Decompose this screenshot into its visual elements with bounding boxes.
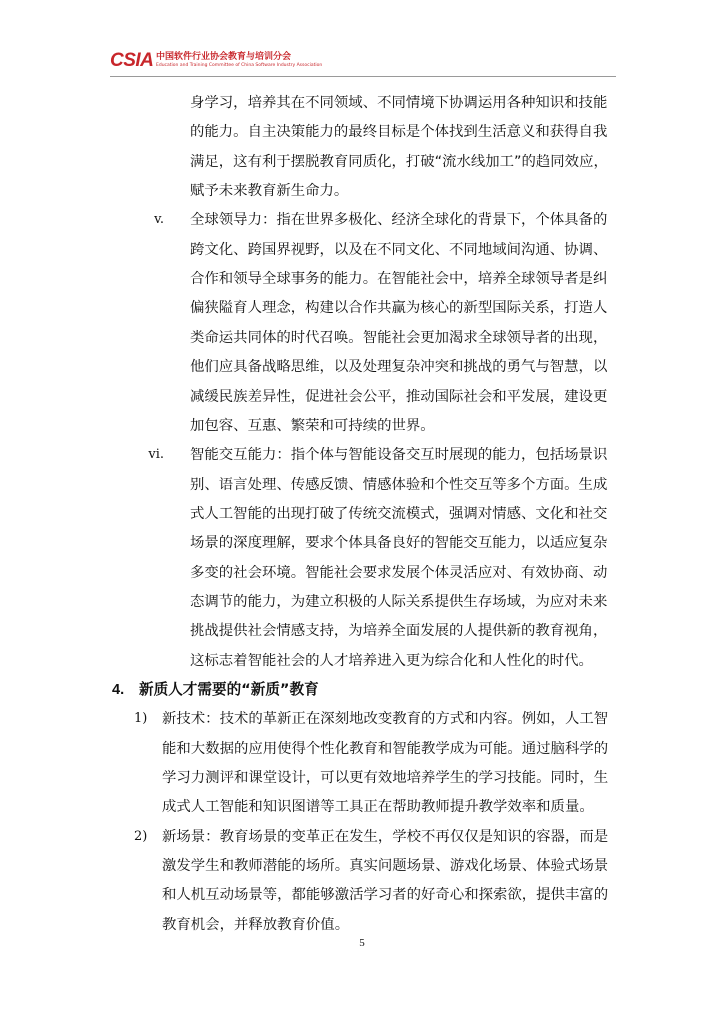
text-line: 跨文化、跨国界视野，以及在不同文化、不同地域间沟通、协调、	[190, 241, 608, 258]
page-header	[110, 50, 616, 77]
text-line: 场景的深度理解，要求个体具备良好的智能交互能力，以适应复杂	[190, 535, 608, 552]
section-heading	[112, 680, 319, 700]
text-line: 挑战提供社会情感支持，为培养全面发展的人提供新的教育视角，	[190, 623, 608, 640]
text-line: 和人机互动场景等，都能够激活学习者的好奇心和探索欲，提供丰富的	[162, 887, 609, 904]
text-line: 新场景：教育场景的变革正在发生，学校不再仅仅是知识的容器，而是	[162, 828, 609, 845]
text-line: 减缓民族差异性，促进社会公平，推动国际社会和平发展，建设更	[190, 388, 608, 405]
text-line: 赋予未来教育新生命力。	[190, 183, 349, 200]
text-line: 合作和领导全球事务的能力。在智能社会中，培养全球领导者是纠	[190, 271, 608, 288]
text-line: 多变的社会环境。智能社会要求发展个体灵活应对、有效协商、动	[190, 564, 608, 581]
text-line: 能和大数据的应用使得个性化教育和智能教学成为可能。通过脑科学的	[162, 740, 609, 757]
text-line: 教育机会，并释放教育价值。	[162, 916, 350, 933]
text-line: 新技术：技术的革新正在深刻地改变教育的方式和内容。例如，人工智	[162, 711, 609, 728]
list-item-numeral: v.	[154, 212, 164, 228]
text-line: 学习力测评和课堂设计，可以更有效地培养学生的学习技能。同时，生	[162, 770, 609, 787]
section-title: 新质人才需要的“新质”教育	[139, 681, 319, 698]
section-number: 4.	[112, 682, 125, 698]
text-line: 激发学生和教师潜能的场所。真实问题场景、游戏化场景、体验式场景	[162, 858, 609, 875]
list-item-number: 2)	[134, 828, 148, 844]
text-line: 这标志着智能社会的人才培养进入更为综合化和人性化的时代。	[190, 652, 593, 669]
text-line: 身学习，培养其在不同领域、不同情境下协调运用各种知识和技能	[190, 95, 608, 111]
org-name-en: Education and Training Committee of China Software Industry Association	[156, 63, 323, 68]
text-line: 别、语言处理、传感反馈、情感体验和个性交互等多个方面。生成	[190, 476, 608, 493]
text-line: 偏狭隘育人理念，构建以合作共赢为核心的新型国际关系，打造人	[190, 300, 608, 317]
text-line: 的能力。自主决策能力的最终目标是个体找到生活意义和获得自我	[190, 124, 608, 141]
text-line: 全球领导力：指在世界多极化、经济全球化的背景下，个体具备的	[190, 212, 608, 229]
text-line: 成式人工智能和知识图谱等工具正在帮助教师提升教学效率和质量。	[162, 799, 594, 816]
text-line: 智能交互能力：指个体与智能设备交互时展现的能力，包括场景识	[190, 447, 608, 464]
text-line: 满足，这有利于摆脱教育同质化，打破“流水线加工”的趋同效应，	[190, 153, 608, 170]
text-line: 加包容、互惠、繁荣和可持续的世界。	[190, 417, 435, 434]
csia-logo: CSIA	[110, 50, 154, 71]
list-item-number: 1)	[134, 711, 148, 727]
text-line: 类命运共同体的时代召唤。智能社会更加渴求全球领导者的出现，	[190, 329, 608, 346]
page-number: 5	[359, 937, 365, 949]
text-line: 式人工智能的出现打破了传统交流模式，强调对情感、文化和社交	[190, 505, 608, 522]
org-name-cn: 中国软件行业协会教育与培训分会	[156, 52, 292, 62]
text-line: 态调节的能力，为建立积极的人际关系提供生存场域，为应对未来	[190, 593, 608, 610]
list-item-numeral: vi.	[148, 447, 164, 463]
text-line: 他们应具备战略思维，以及处理复杂冲突和挑战的勇气与智慧，以	[190, 359, 608, 376]
